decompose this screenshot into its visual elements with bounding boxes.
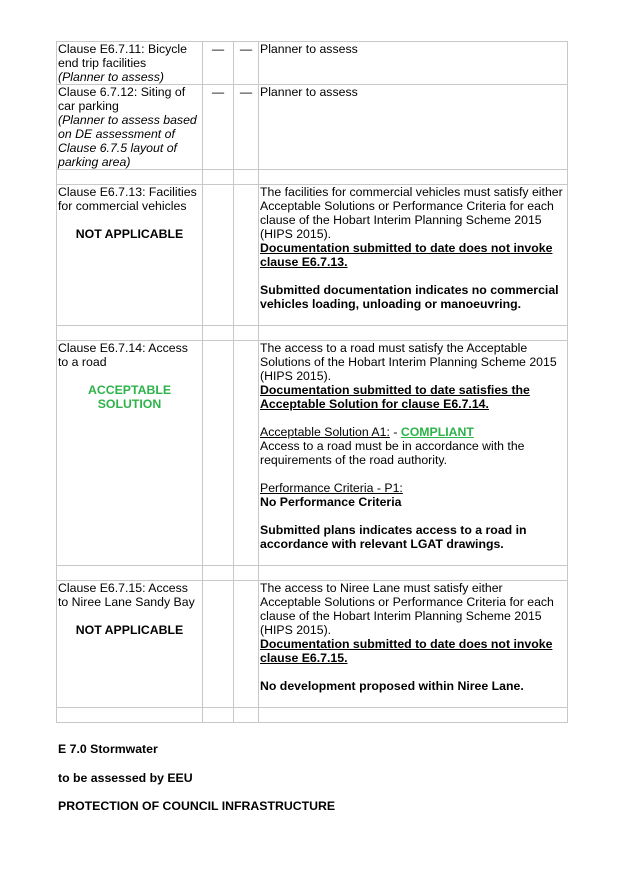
acceptable-solution-line xyxy=(260,425,566,439)
acceptable-solution-label: Acceptable Solution A1: xyxy=(260,425,390,439)
dash-mark: — xyxy=(239,85,253,99)
infrastructure-heading: PROTECTION OF COUNCIL INFRASTRUCTURE xyxy=(58,799,336,813)
documentation-text: Documentation submitted to date does not invoke clause E6.7.13. xyxy=(260,241,553,269)
clause-cell xyxy=(57,42,203,85)
table-row xyxy=(57,581,568,708)
stormwater-note: to be assessed by EEU xyxy=(58,771,193,785)
spacer-row xyxy=(57,326,568,341)
spacer-row xyxy=(57,566,568,581)
clause-cell xyxy=(57,185,203,326)
dash-mark: — xyxy=(211,42,225,56)
assessment-text: Planner to assess xyxy=(260,42,358,56)
documentation-text: Documentation submitted to date satisfies the Acceptable Solution for clause E6.7.14. xyxy=(260,383,530,411)
assessment-text: The access to Niree Lane must satisfy either Acceptable Solutions or Performance Criteria for each clause of the Hobart Interim Planning Scheme 2015 (HIPS 2015). xyxy=(260,581,554,637)
conclusion-text: Submitted documentation indicates no commercial vehicles loading, unloading or manoeuvring. xyxy=(260,283,559,311)
assessment-text: Planner to assess xyxy=(260,85,358,99)
spacer-row xyxy=(57,708,568,723)
table-row xyxy=(57,185,568,326)
clause-cell xyxy=(57,85,203,170)
clause-cell xyxy=(57,341,203,566)
dash-mark: — xyxy=(239,42,253,56)
table-row xyxy=(57,341,568,566)
clause-title: Clause E6.7.13: Facilities for commercial vehicles xyxy=(58,185,197,213)
clause-note: (Planner to assess) xyxy=(58,70,164,84)
status-badge: ACCEPTABLE SOLUTION xyxy=(87,383,172,411)
clause-title: Clause 6.7.12: Siting of car parking xyxy=(58,85,186,113)
clause-cell xyxy=(57,581,203,708)
clause-note: (Planner to assess based on DE assessment of Clause 6.7.5 layout of parking area) xyxy=(58,113,197,169)
clause-title: Clause E6.7.15: Access to Niree Lane Sandy Bay xyxy=(58,581,195,609)
conclusion-text: Submitted plans indicates access to a road in accordance with relevant LGAT drawings. xyxy=(260,523,527,551)
assessment-text: The access to a road must satisfy the Acceptable Solutions of the Hobart Interim Planning Scheme 2015 (HIPS 2015). xyxy=(260,341,557,383)
status-badge: NOT APPLICABLE xyxy=(75,227,184,241)
performance-criteria-label: Performance Criteria - P1: xyxy=(260,481,403,495)
status-badge: NOT APPLICABLE xyxy=(75,623,184,637)
documentation-text: Documentation submitted to date does not invoke clause E6.7.15. xyxy=(260,637,553,665)
compliance-status: COMPLIANT xyxy=(400,425,474,439)
acceptable-solution-text: Access to a road must be in accordance with the requirements of the road authority. xyxy=(260,439,525,467)
conclusion-text: No development proposed within Niree Lane. xyxy=(260,679,524,693)
performance-criteria-text: No Performance Criteria xyxy=(260,495,402,509)
table-row xyxy=(57,42,568,85)
clause-title: Clause E6.7.11: Bicycle end trip facilities xyxy=(58,42,187,70)
separator: - xyxy=(389,425,401,439)
table-row xyxy=(57,85,568,170)
clause-title: Clause E6.7.14: Access to a road xyxy=(58,341,188,369)
dash-mark: — xyxy=(211,85,225,99)
stormwater-heading: E 7.0 Stormwater xyxy=(58,742,158,756)
assessment-text: The facilities for commercial vehicles must satisfy either Acceptable Solutions or Performance Criteria for each clause of the Hobart Interim Planning Scheme 2015 (HIPS 2015). xyxy=(260,185,563,241)
spacer-row xyxy=(57,170,568,185)
assessment-table xyxy=(56,41,568,723)
